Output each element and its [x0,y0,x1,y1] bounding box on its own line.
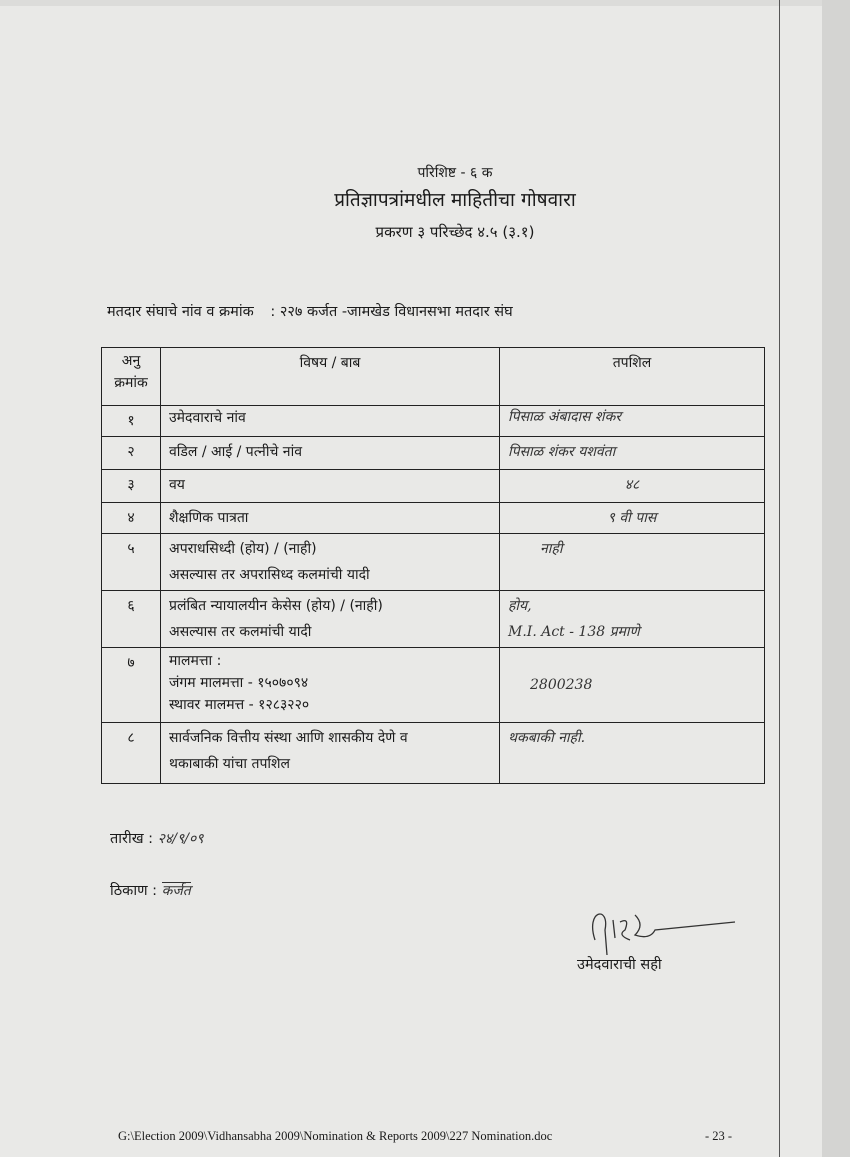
row-subject-line: थकाबाकी यांचा तपशिल [169,756,291,772]
signature-label: उमेदवाराची सही [577,957,662,973]
row-number: ६ [102,591,161,648]
table-row [102,648,765,723]
row-subject [161,723,500,784]
signature-mark [575,900,745,955]
row-detail: ९ वी पास [500,503,765,534]
row-subject: वडिल / आई / पत्नीचे नांव [161,437,500,470]
date-line [110,828,204,848]
date-label: तारीख : [110,831,154,847]
constituency-value: : २२७ कर्जत -जामखेड विधानसभा मतदार संघ [270,304,513,320]
row-subject: वय [161,470,500,503]
table-row [102,437,765,470]
row-subject-line: अपराधसिध्दी (होय) / (नाही) [169,541,317,557]
affidavit-summary-table [101,347,765,784]
immovable-assets: स्थावर मालमत्त - १२८३२२० [169,697,310,713]
movable-assets: जंगम मालमत्ता - १५०७०९४ [169,675,309,691]
place-label: ठिकाण : [110,883,158,899]
table-row [102,534,765,591]
row-subject-line: असल्यास तर अपरासिध्द कलमांची यादी [169,567,370,583]
row-number: ८ [102,723,161,784]
row-detail-line: M.I. Act - 138 प्रमाणे [508,624,640,640]
row-detail: पिसाळ शंकर यशवंता [500,437,765,470]
row-subject: शैक्षणिक पात्रता [161,503,500,534]
constituency-label: मतदार संघाचे नांव व क्रमांक [107,304,254,320]
page-number: - 23 - [705,1129,733,1143]
row-number: ३ [102,470,161,503]
row-detail-line: होय, [508,598,532,614]
scan-top-edge [0,0,850,6]
date-value: २४/९/०९ [157,831,204,847]
row-detail: नाही [500,534,765,591]
row-number: २ [102,437,161,470]
constituency-line [107,301,525,321]
candidate-signature [575,900,745,959]
place-line [110,880,191,900]
row-subject-line: मालमत्ता : [169,653,222,669]
header-detail: तपशिल [500,348,765,406]
total-assets: 2800238 [500,648,765,723]
table-row [102,503,765,534]
row-subject [161,591,500,648]
table-row [102,591,765,648]
header-subject: विषय / बाब [161,348,500,406]
table-row [102,723,765,784]
row-subject: उमेदवाराचे नांव [161,406,500,437]
row-subject [161,534,500,591]
row-subject [161,648,500,723]
row-number: १ [102,406,161,437]
row-number: ७ [102,648,161,723]
row-subject-line: प्रलंबित न्यायालयीन केसेस (होय) / (नाही) [169,598,383,614]
file-path-footer: G:\Election 2009\Vidhansabha 2009\Nomination & Reports 2009\227 Nomination.doc [118,1129,553,1143]
row-detail: पिसाळ अंबादास शंकर [500,406,765,437]
row-number: ४ [102,503,161,534]
row-subject-line: असल्यास तर कलमांची यादी [169,624,312,640]
row-number: ५ [102,534,161,591]
table-row [102,406,765,437]
row-detail: ४८ [500,470,765,503]
appendix-label: परिशिष्ट - ६ क [417,165,493,181]
page-title: प्रतिज्ञापत्रांमधील माहितीचा गोषवारा [334,189,576,211]
table-header-row [102,348,765,406]
table-row [102,470,765,503]
row-subject-line: सार्वजनिक वित्तीय संस्था आणि शासकीय देणे व [169,730,408,746]
header-serial: अनु क्रमांक [102,348,161,406]
place-value: कर्जत [161,883,191,899]
row-detail: थकबाकी नाही. [500,723,765,784]
row-detail [500,591,765,648]
section-ref: प्रकरण ३ परिच्छेद ४.५ (३.१) [375,223,535,241]
